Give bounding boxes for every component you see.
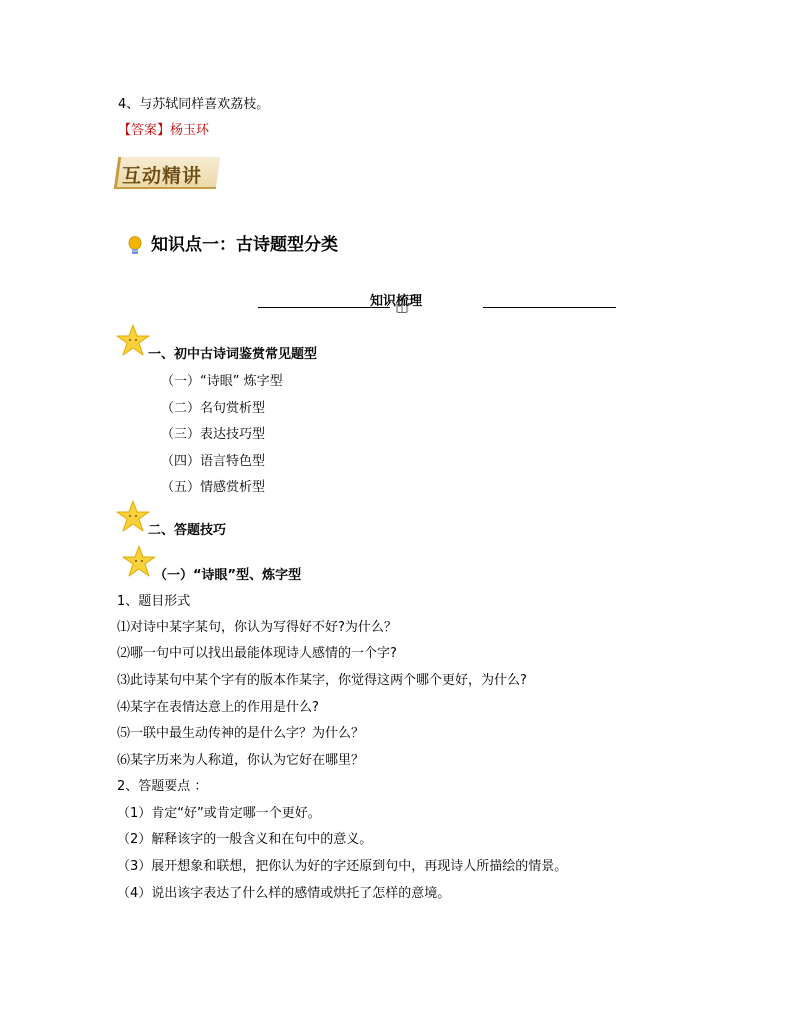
- answer-value: 杨玉环: [170, 123, 210, 138]
- form-item: ⑴对诗中某字某句，你认为写得好不好?为什么？: [117, 620, 397, 635]
- section-header-title: 知识梳理: [370, 294, 423, 309]
- part2-sub-heading: （一）“诗眼”型、炼字型: [154, 568, 302, 583]
- answer-line: [118, 119, 209, 138]
- part1-item: （三）表达技巧型: [161, 427, 266, 442]
- book-icon: [396, 303, 408, 313]
- divider-right: [483, 307, 616, 308]
- form-item: ⑶此诗某句中某个字有的版本作某字，你觉得这两个哪个更好，为什么?: [117, 673, 527, 688]
- points-heading: 2、答题要点 ：: [117, 779, 208, 794]
- points-item: （2）解释该字的一般含义和在句中的意义。: [117, 832, 373, 847]
- part1-item: （四）语言特色型: [161, 454, 266, 469]
- part1-item: （一）“诗眼” 炼字型: [161, 374, 283, 389]
- points-item: （1）肯定“好”或肯定哪一个更好。: [117, 806, 321, 821]
- points-item: （4）说出该字表达了什么样的感情或烘托了怎样的意境。: [117, 886, 451, 901]
- form-item: ⑸一联中最生动传神的是什么字？为什么？: [117, 726, 365, 741]
- form-item: ⑵哪一句中可以找出最能体现诗人感情的一个字?: [117, 646, 397, 661]
- part2-heading: 二、答题技巧: [148, 523, 227, 538]
- answer-tag: 【答案】: [118, 123, 171, 138]
- form-item: ⑹某字历来为人称道，你认为它好在哪里？: [117, 753, 365, 768]
- form-heading: 1、题目形式: [117, 594, 191, 609]
- star-icon: [116, 500, 150, 534]
- star-icon: [122, 545, 156, 579]
- form-item: ⑷某字在表情达意上的作用是什么?: [117, 700, 319, 715]
- part1-item: （二）名句赏析型: [161, 401, 266, 416]
- knowledge-point-title: 知识点一：古诗题型分类: [151, 235, 338, 255]
- part1-item: （五）情感赏析型: [161, 480, 266, 495]
- banner-title: 互动精讲: [122, 165, 203, 187]
- points-item: （3）展开想象和联想，把你认为好的字还原到句中，再现诗人所描绘的情景。: [117, 859, 568, 874]
- part1-heading: 一、初中古诗词鉴赏常见题型: [148, 347, 318, 362]
- star-icon: [116, 324, 150, 358]
- lightbulb-icon: [128, 236, 142, 256]
- question-4: 4、与苏轼同样喜欢荔枝。: [118, 97, 270, 112]
